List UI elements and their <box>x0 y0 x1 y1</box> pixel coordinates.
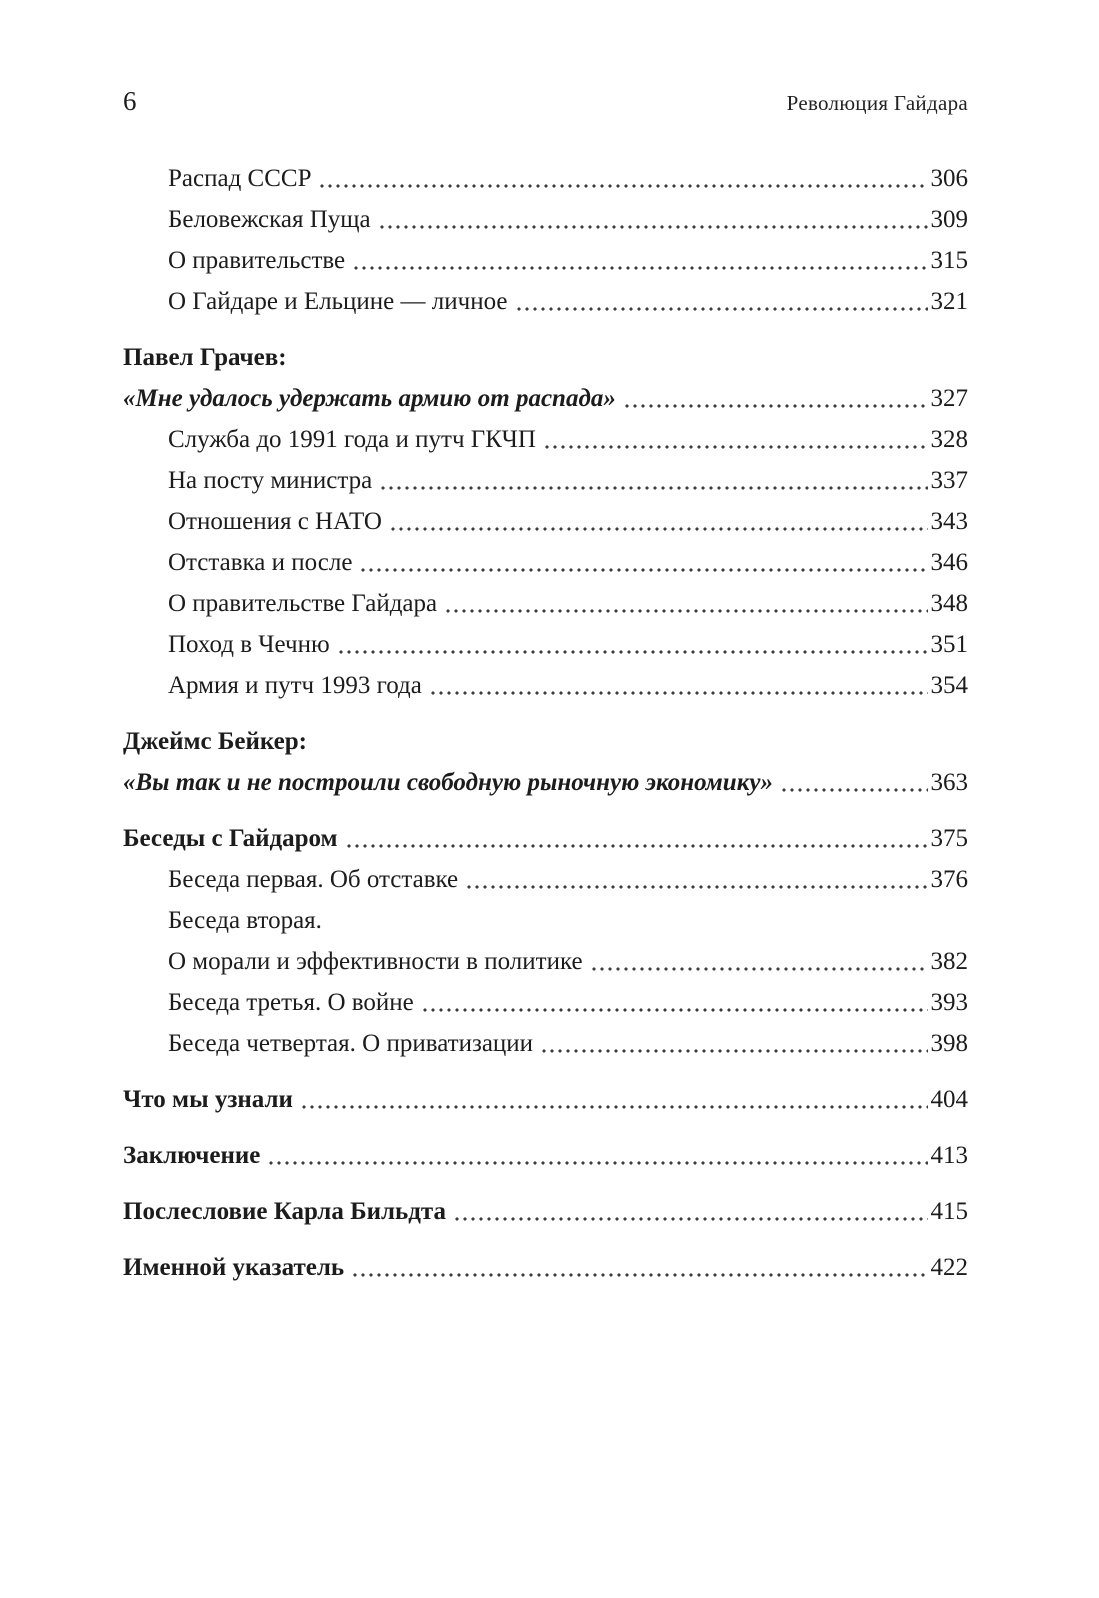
dot-leader <box>421 982 928 1023</box>
toc-entry-page-number: 321 <box>930 288 968 315</box>
toc-entry-row <box>168 982 968 1023</box>
toc-entry-row <box>168 624 968 665</box>
toc-entry-page-number: 343 <box>930 508 968 535</box>
toc-entry-page-number: 328 <box>930 426 968 453</box>
toc-entry-row <box>168 240 968 281</box>
toc-entry-title: О правительстве <box>168 247 346 274</box>
toc-entry-page-number: 413 <box>930 1142 968 1169</box>
dot-leader <box>515 281 928 322</box>
dot-leader <box>351 1247 927 1288</box>
toc-entry-page-number: 393 <box>930 989 968 1016</box>
toc-entry-title: Беседа третья. О войне <box>168 989 414 1016</box>
toc-entry-row <box>168 199 968 240</box>
toc-entry-title: Распад СССР <box>168 165 312 192</box>
toc-entry <box>123 900 968 982</box>
dot-leader <box>378 199 928 240</box>
toc-entry-row <box>123 818 968 859</box>
dot-leader <box>337 624 928 665</box>
toc-entry-title: «Мне удалось удержать армию от распада» <box>123 385 616 412</box>
toc-entry-title: Что мы узнали <box>123 1086 293 1113</box>
dot-leader <box>444 583 927 624</box>
toc-entry <box>123 1023 968 1064</box>
toc-entry-title: Заключение <box>123 1142 261 1169</box>
toc-entry-row <box>168 501 968 542</box>
toc-entry <box>123 199 968 240</box>
toc-entry <box>123 419 968 460</box>
page-number: 6 <box>123 86 137 116</box>
toc-entry-page-number: 351 <box>930 631 968 658</box>
dot-leader <box>623 378 928 419</box>
toc-entry <box>123 859 968 900</box>
toc-entry-row <box>168 665 968 706</box>
toc-entry-title: Беседа первая. Об отставке <box>168 866 459 893</box>
dot-leader <box>590 941 928 982</box>
toc-entry-page-number: 398 <box>930 1030 968 1057</box>
toc-entry-title: На посту министра <box>168 467 373 494</box>
toc-entry-page-number: 422 <box>930 1254 968 1281</box>
toc-entry <box>123 501 968 542</box>
dot-leader <box>543 419 928 460</box>
dot-leader <box>300 1079 928 1120</box>
toc-entry-page-number: 337 <box>930 467 968 494</box>
toc-entry-row <box>168 281 968 322</box>
toc-entry-row <box>123 1247 968 1288</box>
toc-entry-page-number: 363 <box>930 769 968 796</box>
toc-entry-page-number: 306 <box>930 165 968 192</box>
toc-entry-row <box>168 1023 968 1064</box>
toc-entry-title: Отставка и после <box>168 549 353 576</box>
toc-entry-row <box>168 542 968 583</box>
toc-entry <box>123 665 968 706</box>
dot-leader <box>429 665 928 706</box>
dot-leader <box>780 762 928 803</box>
toc-entry-page-number: 327 <box>930 385 968 412</box>
toc-entry-title: Послесловие Карла Бильдта <box>123 1198 446 1225</box>
toc-entry-title: Поход в Чечню <box>168 631 330 658</box>
toc-entry <box>123 583 968 624</box>
dot-leader <box>540 1023 927 1064</box>
toc-entry-heading: Беседа вторая. <box>168 907 322 934</box>
toc-entry-page-number: 354 <box>930 672 968 699</box>
toc-entry-row <box>123 762 968 803</box>
dot-leader <box>267 1135 927 1176</box>
toc-entry-title: О Гайдаре и Ельцине — личное <box>168 288 508 315</box>
toc-entry-title: Отношения с НАТО <box>168 508 382 535</box>
toc-entry-row <box>123 378 968 419</box>
toc-entry <box>123 818 968 859</box>
toc-entry <box>123 460 968 501</box>
toc-entry <box>123 1079 968 1120</box>
toc-entry-page-number: 382 <box>930 948 968 975</box>
toc-entry-title: О морали и эффективности в политике <box>168 948 583 975</box>
toc-entry-row <box>123 1191 968 1232</box>
dot-leader <box>345 818 928 859</box>
toc-entry-title: Беловежская Пуща <box>168 206 371 233</box>
toc-entry <box>123 624 968 665</box>
toc-entry <box>123 1135 968 1176</box>
toc-entry-row <box>168 941 968 982</box>
toc-entry-page-number: 348 <box>930 590 968 617</box>
toc-entry <box>123 281 968 322</box>
toc-entry-title: Беседы с Гайдаром <box>123 825 338 852</box>
dot-leader <box>379 460 927 501</box>
toc-entry-title: Служба до 1991 года и путч ГКЧП <box>168 426 536 453</box>
toc-entry-title: Беседа четвертая. О приватизации <box>168 1030 534 1057</box>
toc-entry <box>123 721 968 803</box>
running-header <box>123 86 968 118</box>
toc-entry-page-number: 315 <box>930 247 968 274</box>
toc-entry-page-number: 415 <box>930 1198 968 1225</box>
toc-entry-page-number: 404 <box>930 1086 968 1113</box>
toc-entry <box>123 337 968 419</box>
dot-leader <box>465 859 927 900</box>
toc-entry-row <box>168 158 968 199</box>
toc-entry-page-number: 309 <box>930 206 968 233</box>
toc-entry-row <box>168 460 968 501</box>
dot-leader <box>318 158 927 199</box>
toc-entry-heading: Павел Грачев: <box>123 344 287 371</box>
toc-entry-page-number: 346 <box>930 549 968 576</box>
toc-entry-title: О правительстве Гайдара <box>168 590 438 617</box>
toc-entry-row <box>168 419 968 460</box>
toc-entry <box>123 1247 968 1288</box>
toc-entry <box>123 542 968 583</box>
toc-entry <box>123 240 968 281</box>
toc-entry <box>123 158 968 199</box>
dot-leader <box>453 1191 928 1232</box>
toc-entry-row <box>123 1079 968 1120</box>
toc-entry-page-number: 376 <box>930 866 968 893</box>
toc-entry <box>123 982 968 1023</box>
toc-entry-row <box>168 583 968 624</box>
running-header-title: Революция Гайдара <box>786 91 968 115</box>
toc-entry-page-number: 375 <box>930 825 968 852</box>
toc-entry-row <box>168 859 968 900</box>
dot-leader <box>389 501 928 542</box>
toc-entry-title: «Вы так и не построили свободную рыночную экономику» <box>123 769 773 796</box>
dot-leader <box>359 542 927 583</box>
toc-entry-title: Именной указатель <box>123 1254 345 1281</box>
toc-entry-heading: Джеймс Бейкер: <box>123 728 308 755</box>
toc-entry <box>123 1191 968 1232</box>
table-of-contents <box>123 158 968 1288</box>
toc-entry-title: Армия и путч 1993 года <box>168 672 422 699</box>
dot-leader <box>352 240 927 281</box>
toc-entry-row <box>123 1135 968 1176</box>
